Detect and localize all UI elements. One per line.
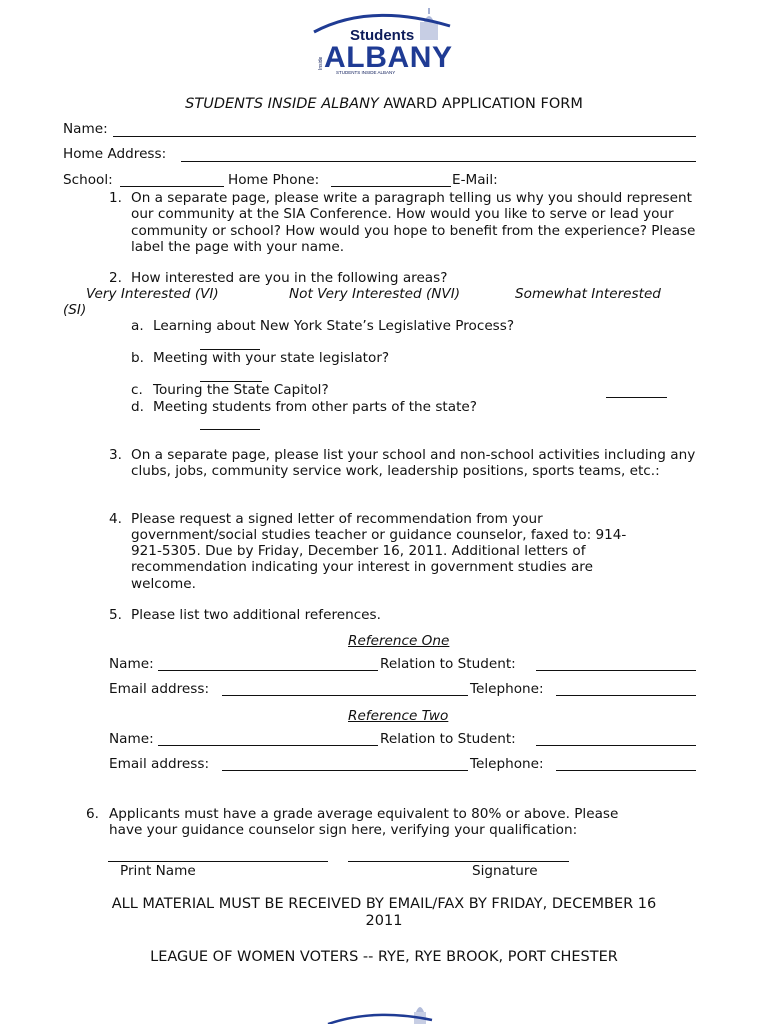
- school-label-text: [63, 172, 113, 188]
- school-label: School:: [63, 172, 113, 188]
- ref2-relation-label: Relation to Student:: [380, 731, 516, 747]
- scale-vi: Very Interested (VI): [86, 286, 219, 302]
- q5-number: 5.: [109, 607, 122, 623]
- ref1-name-label: Name:: [109, 656, 154, 672]
- q2-item-d-letter: d.: [131, 399, 144, 415]
- bottom-logo-partial: [320, 1002, 440, 1024]
- q2-item-d-text: Meeting students from other parts of the state?: [153, 399, 477, 415]
- logo-tagline: STUDENTS INSIDE ALBANY: [336, 70, 396, 75]
- name-row: [63, 121, 108, 137]
- q6-line2: have your guidance counselor sign here, verifying your qualification:: [109, 822, 578, 838]
- print-name-caption: Print Name: [120, 863, 196, 879]
- q4-line5: welcome.: [131, 576, 196, 592]
- ref2-telephone-blank[interactable]: [556, 770, 696, 771]
- home-address-label: Home Address:: [63, 146, 167, 162]
- ref2-relation-blank[interactable]: [536, 745, 696, 746]
- email-label: E-Mail:: [452, 172, 498, 188]
- q1-text: On a separate page, please write a paragraph telling us why you should represent our community at the SIA Conference. How would you like to serve or lead your community or school? How would you hope to benefit from the experience? Please label the page with your name.: [131, 190, 696, 255]
- page-title: [0, 96, 768, 112]
- students-inside-albany-logo: [300, 6, 460, 78]
- ref1-name-blank[interactable]: [158, 670, 378, 671]
- q4-line4: recommendation indicating your interest in government studies are: [131, 559, 593, 575]
- school-blank[interactable]: [120, 186, 224, 187]
- q2-item-c-text: Touring the State Capitol?: [153, 382, 329, 398]
- ref2-name-label: Name:: [109, 731, 154, 747]
- reference-one-heading: Reference One: [348, 633, 450, 649]
- title-italic: STUDENTS INSIDE ALBANY: [185, 96, 379, 112]
- ref1-email-blank[interactable]: [222, 695, 468, 696]
- home-phone-label: Home Phone:: [228, 172, 320, 188]
- scale-si: Somewhat Interested: [515, 286, 661, 302]
- ref2-name-blank[interactable]: [158, 745, 378, 746]
- title-rest: AWARD APPLICATION FORM: [378, 96, 583, 112]
- name-label: Name:: [63, 121, 108, 137]
- ref2-email-label: Email address:: [109, 756, 210, 772]
- q3-text: On a separate page, please list your school and non-school activities including any clubs, jobs, community service work, leadership positions, sports teams, etc.:: [131, 447, 696, 480]
- scale-si-abbrev: (SI): [63, 302, 87, 318]
- home-address-blank[interactable]: [181, 161, 696, 162]
- ref1-relation-label: Relation to Student:: [380, 656, 516, 672]
- name-blank[interactable]: [113, 136, 696, 137]
- reference-two-heading: Reference Two: [348, 708, 449, 724]
- scale-nvi: Not Very Interested (NVI): [289, 286, 461, 302]
- ref1-email-label: Email address:: [109, 681, 210, 697]
- q4-line1: Please request a signed letter of recommendation from your: [131, 511, 543, 527]
- q4-line2: government/social studies teacher or guidance counselor, faxed to: 914-: [131, 527, 627, 543]
- q2-item-d-blank[interactable]: [200, 429, 260, 430]
- q6-line1: Applicants must have a grade average equivalent to 80% or above. Please: [109, 806, 619, 822]
- q2-text: How interested are you in the following areas?: [131, 270, 448, 286]
- ref2-email-blank[interactable]: [222, 770, 468, 771]
- ref1-relation-blank[interactable]: [536, 670, 696, 671]
- q6-number: 6.: [86, 806, 99, 822]
- q2-item-c-letter: c.: [131, 382, 143, 398]
- home-phone-text: [228, 172, 319, 188]
- league-line: LEAGUE OF WOMEN VOTERS -- RYE, RYE BROOK, PORT CHESTER: [150, 949, 618, 965]
- q4-number: 4.: [109, 511, 122, 527]
- q2-number: 2.: [109, 270, 122, 286]
- q4-line3: 921-5305. Due by Friday, December 16, 2011. Additional letters of: [131, 543, 586, 559]
- q2-item-a-letter: a.: [131, 318, 144, 334]
- q1-number: 1.: [109, 190, 122, 206]
- deadline-line-2: 2011: [365, 913, 403, 929]
- q2-item-b-letter: b.: [131, 350, 144, 366]
- q3-number: 3.: [109, 447, 122, 463]
- q5-text: Please list two additional references.: [131, 607, 381, 623]
- home-phone-blank[interactable]: [331, 186, 451, 187]
- q2-item-a-text: Learning about New York State’s Legislative Process?: [153, 318, 515, 334]
- signature-caption: Signature: [472, 863, 538, 879]
- email-text: [452, 172, 498, 188]
- logo-word-albany: ALBANY: [324, 41, 452, 74]
- print-name-blank[interactable]: [108, 861, 328, 862]
- logo-word-students: Students: [350, 27, 415, 44]
- deadline-line-1: ALL MATERIAL MUST BE RECEIVED BY EMAIL/FAX BY FRIDAY, DECEMBER 16: [111, 896, 657, 912]
- signature-blank[interactable]: [348, 861, 569, 862]
- logo-word-inside: Inside: [318, 56, 324, 70]
- ref1-telephone-blank[interactable]: [556, 695, 696, 696]
- home-address-row: [63, 146, 166, 162]
- q2-item-b-text: Meeting with your state legislator?: [153, 350, 390, 366]
- ref2-telephone-label: Telephone:: [470, 756, 544, 772]
- ref1-telephone-label: Telephone:: [470, 681, 544, 697]
- q2-item-c-blank[interactable]: [606, 397, 667, 398]
